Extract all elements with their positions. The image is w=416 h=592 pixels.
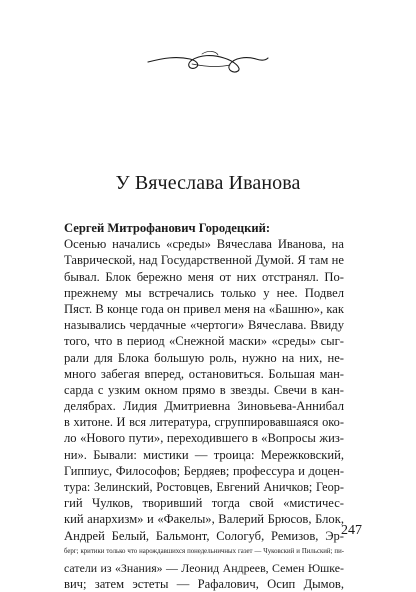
text-line: Пяст. В конце года он привел меня на «Башню», как bbox=[64, 301, 344, 316]
text-line: рали для Блока большую роль, нужно на них, не- bbox=[64, 350, 344, 365]
body-text bbox=[64, 220, 344, 592]
text-line: ни». Бывали: мистики — троица: Мережковский, bbox=[64, 447, 344, 462]
text-line: тура: Зелинский, Ростовцев, Евгений Аничков; Геор- bbox=[64, 480, 344, 494]
text-line: Гиппиус, Философов; Бердяев; профессура и доцен- bbox=[64, 463, 344, 478]
text-line: в хитоне. И вся литература, сгруппировавшаяся око- bbox=[64, 415, 344, 430]
text-line: кий анархизм» и «Факелы», Валерий Брюсов, Блок, bbox=[64, 512, 344, 527]
text-line: берг; критики только что нарождавшихся понедельничных газет — Чуковский и Пильский; пи- bbox=[64, 547, 344, 555]
author-label: Сергей Митрофанович Городецкий: bbox=[64, 221, 271, 235]
chapter-title: У Вячеслава Иванова bbox=[115, 172, 301, 194]
text-line: назывались чердачные «чертоги» Вячеслава. Ввиду bbox=[64, 318, 344, 333]
text-line: прежнему мы встречались только у нее. Подвел bbox=[64, 285, 344, 300]
text-line: гий Чулков, творивший тогда свой «мистичес- bbox=[64, 496, 344, 511]
text-line: того, что в период «Снежной маски» «среды» сыг- bbox=[64, 334, 344, 349]
text-line: сатели из «Знания» — Леонид Андреев, Семен Юшке- bbox=[64, 560, 344, 575]
page-number: 247 bbox=[341, 523, 362, 538]
text-line: сарда с узким окном прямо в звезды. Свечи в кан- bbox=[64, 382, 344, 397]
text-line: бывал. Блок бережно меня от них отстранял. По- bbox=[64, 269, 344, 284]
text-line: Осенью начались «среды» Вячеслава Иванова, на bbox=[64, 237, 344, 252]
text-line: ло «Нового пути», переходившего в «Вопросы жиз- bbox=[64, 431, 344, 446]
text-line: Андрей Белый, Бальмонт, Сологуб, Ремизов, Эр- bbox=[64, 528, 344, 543]
text-line: много забегая вперед, остановиться. Большая ман- bbox=[64, 366, 344, 381]
text-line: вич; затем эстеты — Рафалович, Осип Дымов, bbox=[64, 577, 344, 592]
text-line: Таврической, над Государственной Думой. Я там не bbox=[64, 253, 344, 268]
flourish-ornament-icon bbox=[146, 46, 270, 76]
text-line: делябрах. Лидия Дмитриевна Зиновьева-Аннибал bbox=[64, 399, 344, 414]
